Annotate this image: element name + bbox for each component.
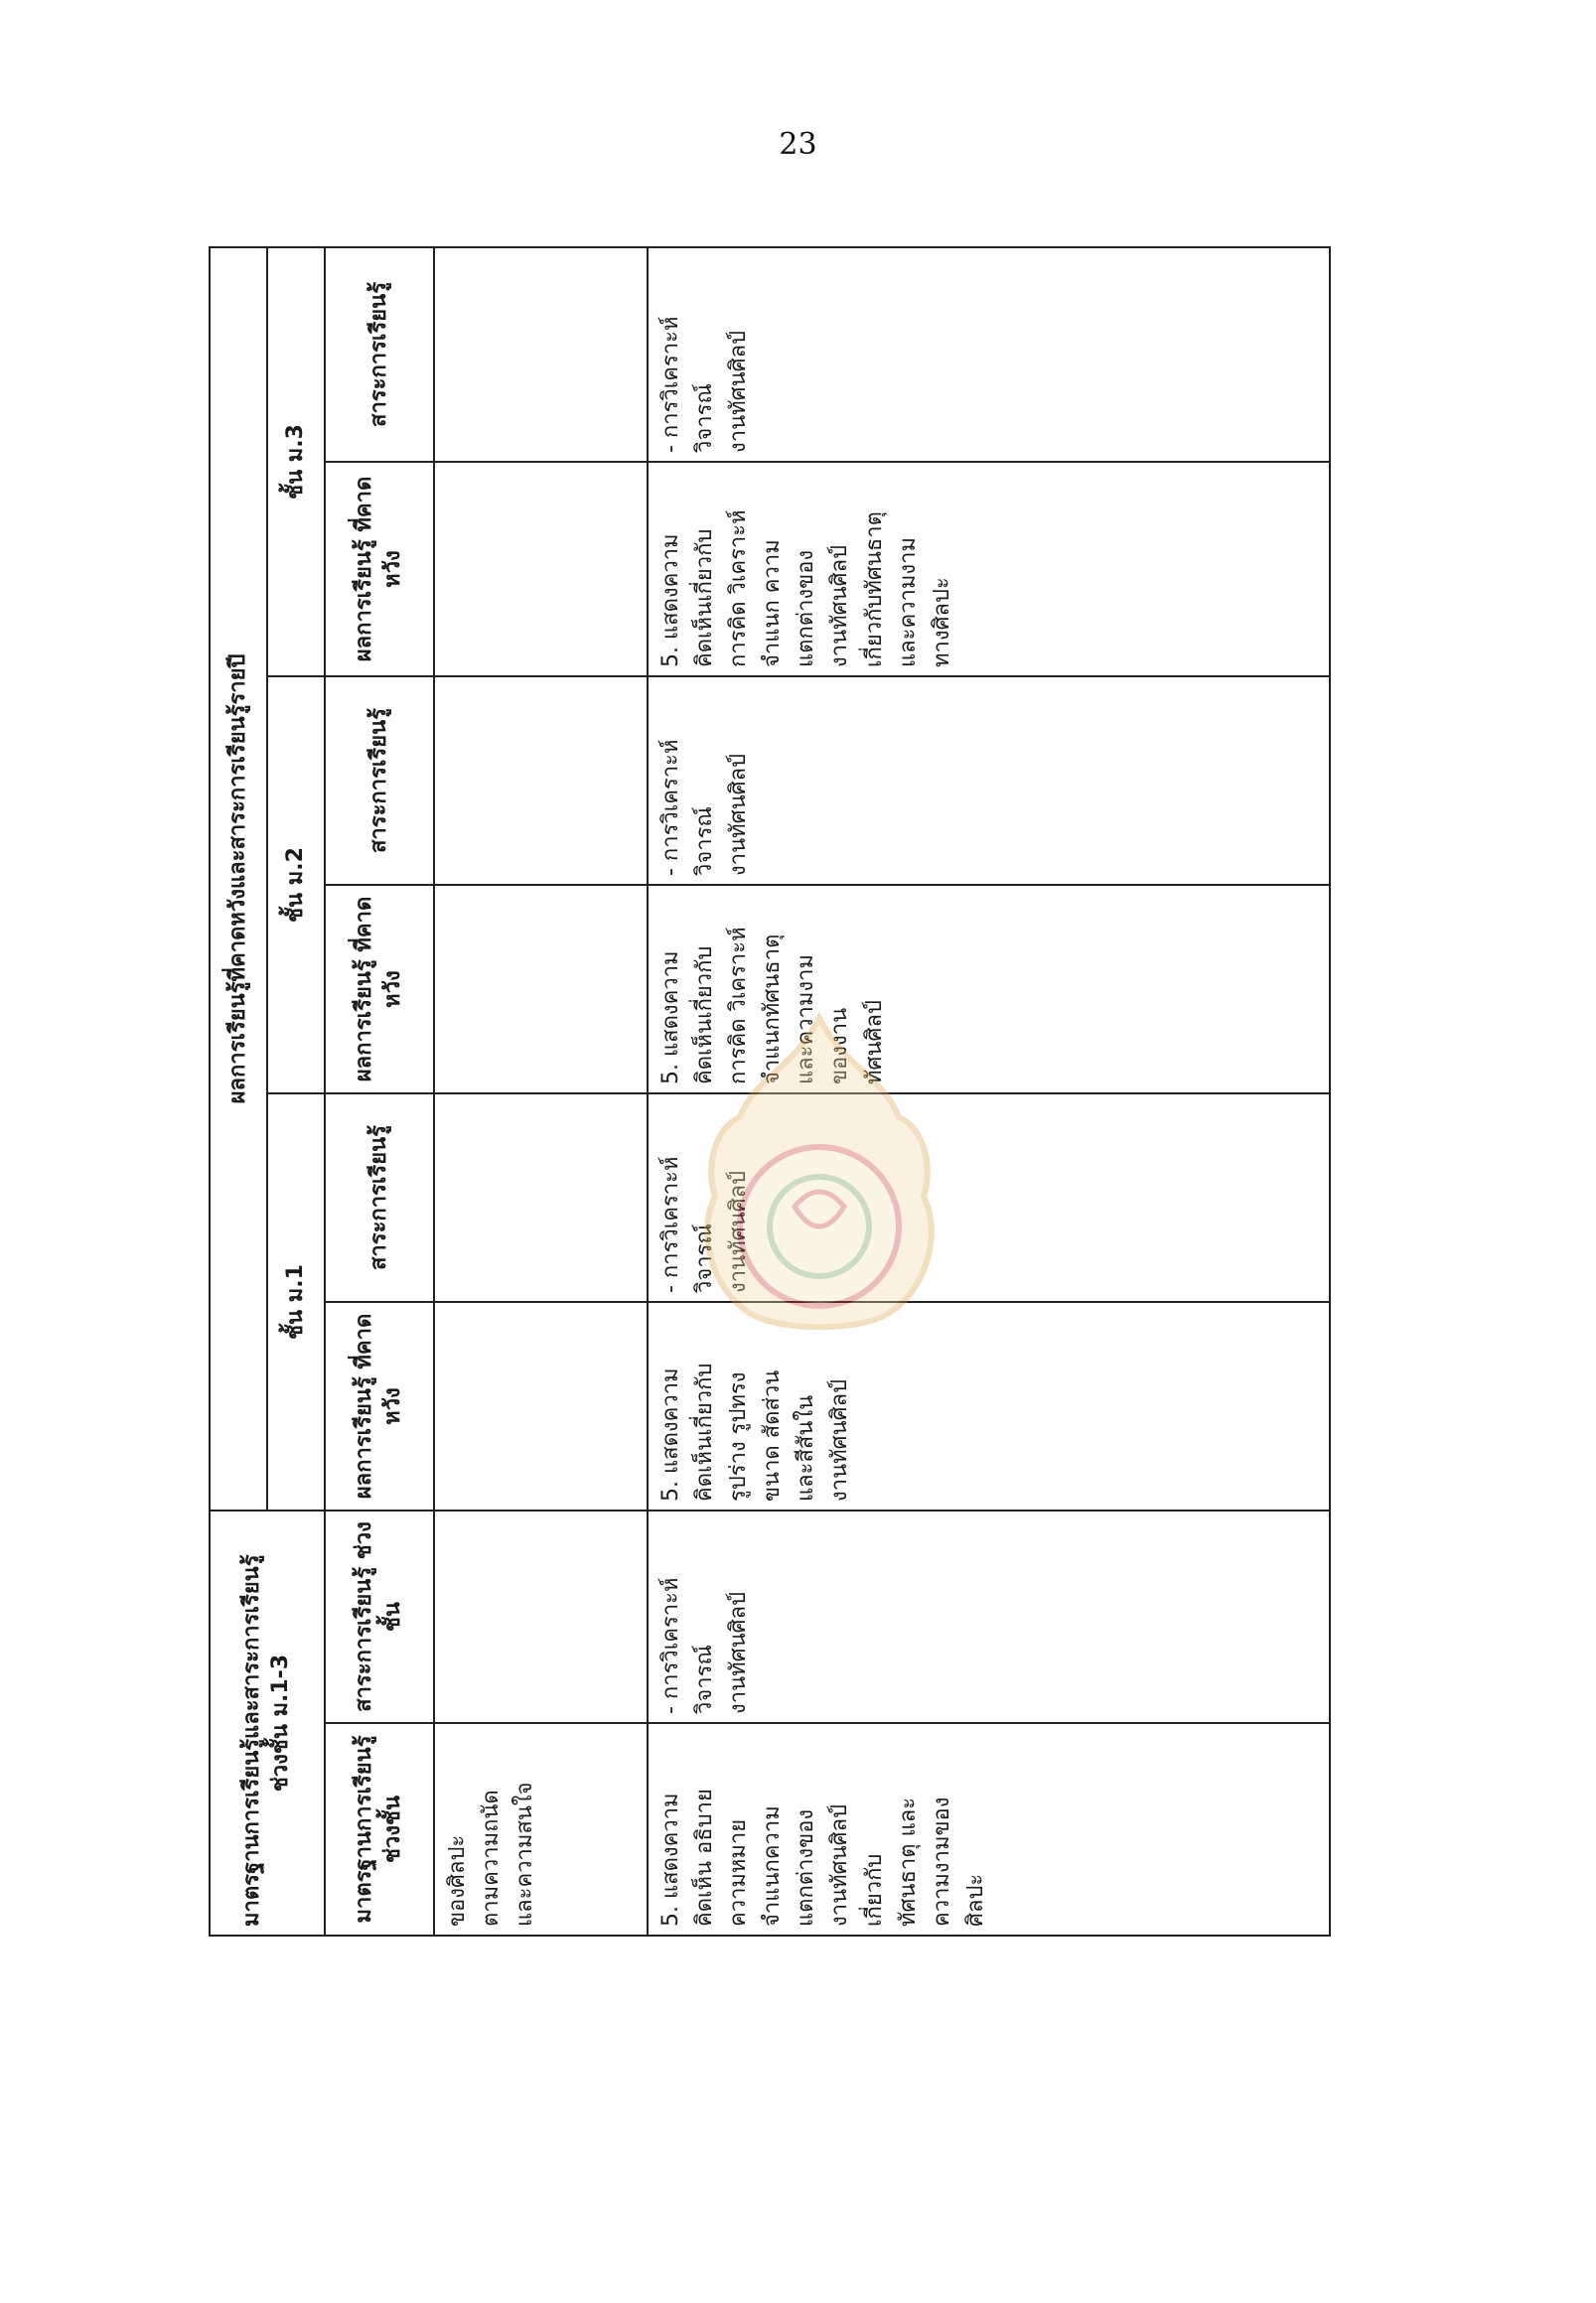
- cell-m2-outcome: 5. แสดงความ คิดเห็นเกี่ยวกับ การคิด วิเคราะห์ จำแนกทัศนธาตุ และความงาม ของงาน ทัศนศิลป์: [648, 885, 1330, 1093]
- col-header-m2-outcome: ผลการเรียนรู้ ที่คาดหวัง: [325, 885, 434, 1093]
- cell-standard: ของศิลปะ ตามความถนัด และความสนใจ: [434, 1723, 648, 1936]
- col-header-m1-content: สาระการเรียนรู้: [325, 1093, 434, 1302]
- col-header-standard: มาตรฐานการเรียนรู้ ช่วงชั้น: [325, 1723, 434, 1936]
- cell-m1-content: - การวิเคราะห์ วิจารณ์ งานทัศนศิลป์: [648, 1093, 1330, 1302]
- cell-m2-content: - การวิเคราะห์ วิจารณ์ งานทัศนศิลป์: [648, 676, 1330, 885]
- cell-m2-content: [434, 676, 648, 885]
- col-header-m3-outcome: ผลการเรียนรู้ ที่คาดหวัง: [325, 462, 434, 676]
- curriculum-table: [209, 246, 1331, 1937]
- group-header-outcomes: ผลการเรียนรู้ที่คาดหวังและสาระการเรียนรู้รายปี: [210, 247, 267, 1511]
- grade-header-m3: ชั้น ม.3: [267, 247, 325, 676]
- col-header-content-range: สาระการเรียนรู้ ช่วงชั้น: [325, 1511, 434, 1723]
- cell-m1-outcome: [434, 1302, 648, 1511]
- cell-content-range: - การวิเคราะห์ วิจารณ์ งานทัศนศิลป์: [648, 1511, 1330, 1723]
- cell-m3-outcome: 5. แสดงความ คิดเห็นเกี่ยวกับ การคิด วิเคราะห์ จำแนก ความ แตกต่างของ งานทัศนศิลป์ เกี่ยวกับทัศนธาตุ และความงาม ทางศิลปะ: [648, 462, 1330, 676]
- table-row: [434, 247, 648, 1936]
- cell-standard: 5. แสดงความ คิดเห็น อธิบาย ความหมาย จำแนกความ แตกต่างของ งานทัศนศิลป์ เกี่ยวกับ ทัศนธาตุ และ ความงามของ ศิลปะ: [648, 1723, 1330, 1936]
- cell-m1-outcome: 5. แสดงความ คิดเห็นเกี่ยวกับ รูปร่าง รูปทรง ขนาด สัดส่วน และสีสันใน งานทัศนศิลป์: [648, 1302, 1330, 1511]
- grade-header-m1: ชั้น ม.1: [267, 1093, 325, 1511]
- cell-m3-content: - การวิเคราะห์ วิจารณ์ งานทัศนศิลป์: [648, 247, 1330, 462]
- cell-content-range: [434, 1511, 648, 1723]
- col-header-m1-outcome: ผลการเรียนรู้ ที่คาดหวัง: [325, 1302, 434, 1511]
- table-row: [648, 247, 1330, 1936]
- col-header-m2-content: สาระการเรียนรู้: [325, 676, 434, 885]
- cell-m3-content: [434, 247, 648, 462]
- grade-header-m2: ชั้น ม.2: [267, 676, 325, 1093]
- group-header-standards: มาตรฐานการเรียนรู้และสาระการเรียนรู้ ช่วงชั้น ม.1-3: [210, 1511, 325, 1936]
- col-header-m3-content: สาระการเรียนรู้: [325, 247, 434, 462]
- page-number: 23: [779, 127, 817, 162]
- cell-m2-outcome: [434, 885, 648, 1093]
- curriculum-table-wrapper: [209, 248, 1331, 1937]
- cell-m3-outcome: [434, 462, 648, 676]
- cell-m1-content: [434, 1093, 648, 1302]
